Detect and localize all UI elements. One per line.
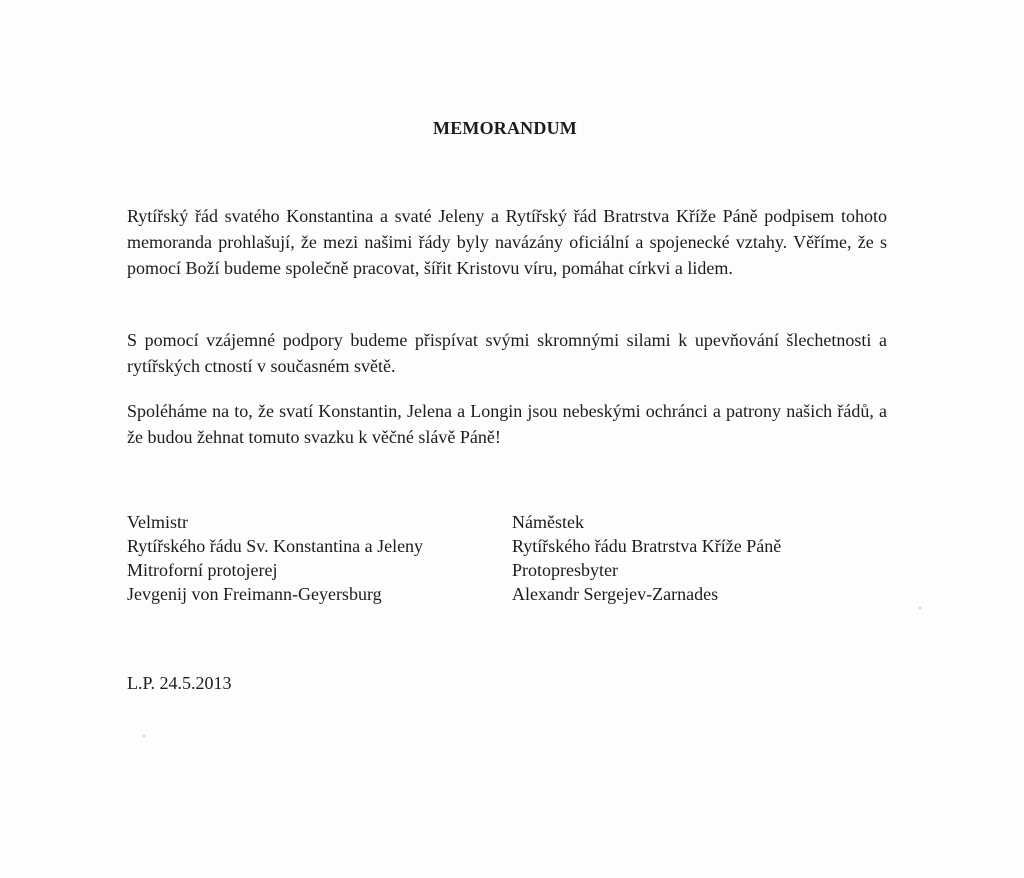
paragraph-patrons: Spoléháme na to, že svatí Konstantin, Jelena a Longin jsou nebeskými ochránci a patrony našich řádů, a že budou žehnat tomuto svazku k věčné slávě Páně! [127,401,887,447]
signatory-left-name: Jevgenij von Freimann-Geyersburg [127,584,382,604]
paragraph-support: S pomocí vzájemné podpory budeme přispívat svými skromnými silami k upevňování šlechetnosti a rytířských ctností v současném světě. [127,330,887,376]
signatory-right-rank: Protopresbyter [512,560,618,580]
signatory-left-rank: Mitroforní protojerej [127,560,278,580]
document-title: MEMORANDUM [433,118,577,138]
scan-speck [143,735,145,737]
signatory-left-role: Velmistr [127,512,188,532]
signatory-right-name: Alexandr Sergejev-Zarnades [512,584,719,604]
scan-speck [919,607,921,609]
signatory-right [512,510,781,606]
signatory-right-order: Rytířského řádu Bratrstva Kříže Páně [512,536,782,556]
signatory-right-role: Náměstek [512,512,584,532]
date-line: L.P. 24.5.2013 [127,673,232,693]
signatory-left-order: Rytířského řádu Sv. Konstantina a Jeleny [127,536,424,556]
paragraph-declaration: Rytířský řád svatého Konstantina a svaté Jeleny a Rytířský řád Bratrstva Kříže Páně podpisem tohoto memoranda prohlašují, že mezi našimi řády byly navázány oficiální a spojenecké vztahy. Věříme, že s pomocí Boží budeme společně pracovat, šířit Kristovu víru, pomáhat církvi a lidem. [127,206,887,278]
signatory-left [127,510,423,606]
